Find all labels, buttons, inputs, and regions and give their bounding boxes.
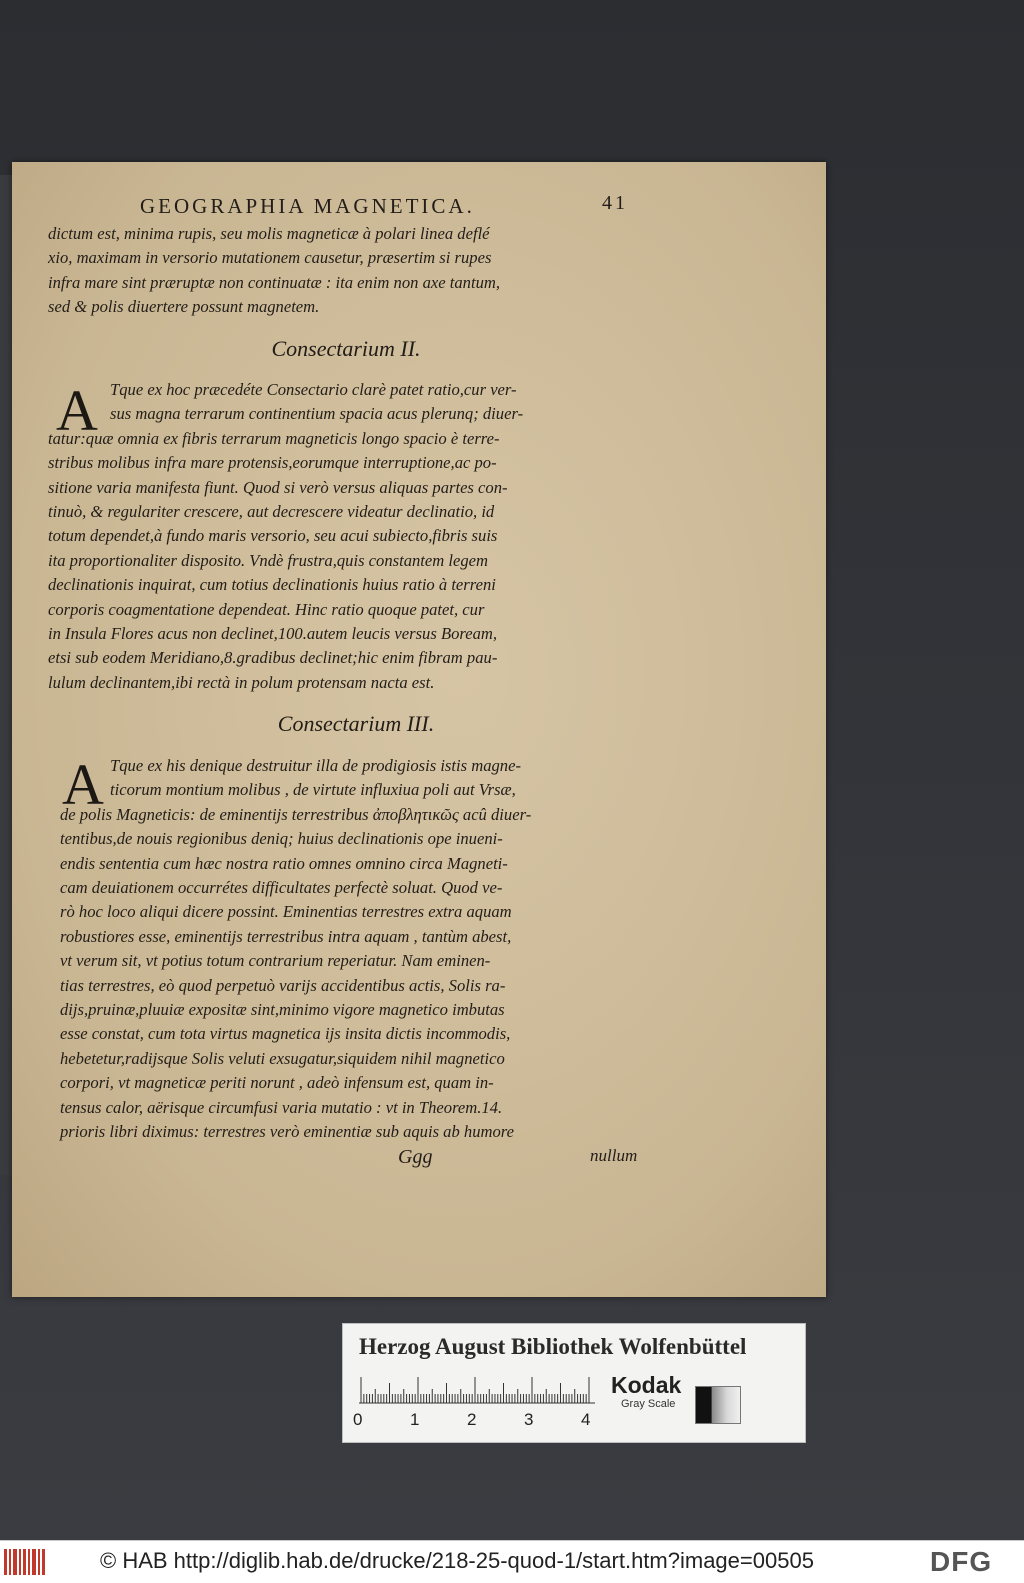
text-line: etsi sub eodem Meridiano,8.gradibus declinet;hic enim fibram pau- [48, 648, 498, 668]
text-line: endis sententia cum hæc nostra ratio omnes omnino circa Magneti- [60, 853, 508, 873]
text-line: sed & polis diuertere possunt magnetem. [48, 297, 320, 317]
text-line: dictum est, minima rupis, seu molis magneticæ à polari linea deflé [48, 224, 490, 243]
text-line: declinationis inquirat, cum totius declinationis huius ratio à terreni [48, 575, 496, 595]
running-head: GEOGRAPHIA MAGNETICA. [140, 194, 475, 218]
ruler-number: 3 [524, 1410, 534, 1429]
text-line: sus magna terrarum continentium spacia acus plerunq; diuer- [110, 404, 524, 424]
section-3-paragraph [60, 754, 660, 1145]
text-line: Tque ex hoc præcedéte Consectario clarè patet ratio,cur ver- [110, 380, 517, 399]
section-heading-3: Consectarium III. [277, 711, 435, 736]
text-line: cam deuiationem occurrétes difficultates perfectè soluat. Quod ve- [60, 878, 503, 898]
library-name: Herzog August Bibliothek Wolfenbüttel [359, 1334, 747, 1359]
gray-scale-swatch [695, 1386, 741, 1424]
signature-mark: Ggg [398, 1146, 433, 1168]
text-line: tatur:quæ omnia ex fibris terrarum magneticis longo spacio è terre- [48, 428, 500, 448]
ruler-numbers [353, 1410, 613, 1432]
text-line: tentibus,de nouis regionibus deniq; huius declinationis ope inueni- [60, 829, 503, 849]
ruler-number: 0 [353, 1410, 363, 1429]
text-line: tias terrestres, eò quod perpetuò varijs accidentibus actis, Solis ra- [60, 975, 506, 995]
text-line: lulum declinantem,ibi rectà in polum protensam nacta est. [48, 672, 435, 692]
text-line: dijs,pruinæ,pluuiæ expositæ sint,minimo vigore magnetico imbutas [60, 1000, 505, 1020]
text-line: corpori, vt magneticæ periti norunt , adeò infensum est, quam in- [60, 1073, 494, 1093]
adjacent-page-edge [0, 175, 12, 1175]
text-line: infra mare sint præruptæ non continuatæ : ita enim non axe tantum, [48, 272, 501, 292]
text-line: corporis coagmentatione dependeat. Hinc ratio quoque patet, cur [48, 599, 485, 619]
text-line: robustiores esse, eminentijs terrestribus intra aquam , tantùm abest, [60, 926, 512, 946]
text-line: stribus molibus infra mare protensis,eorumque interruptione,ac po- [48, 453, 497, 473]
drop-cap-3: A [62, 752, 104, 817]
library-color-card [342, 1323, 806, 1443]
text-line: sitione varia manifesta fiunt. Quod si verò versus aliquas partes con- [48, 477, 508, 497]
text-line: de polis Magneticis: de eminentijs terrestribus ἀποβλητικῶς acû diuer- [60, 804, 532, 824]
ruler-scale-icon [359, 1374, 595, 1404]
ruler-number: 1 [410, 1410, 420, 1429]
page-number: 41 [602, 192, 628, 214]
text-line: vt verum sit, vt potius totum contrarium reperiatur. Nam eminen- [60, 951, 491, 971]
kodak-gray-scale-label: Gray Scale [621, 1398, 676, 1410]
kodak-brand: Kodak [611, 1372, 682, 1398]
text-line: prioris libri diximus: terrestres verò eminentiæ sub aquis ab humore [60, 1122, 515, 1142]
drop-cap-2: A [56, 378, 98, 443]
viewer-footer [0, 1540, 1024, 1583]
opening-paragraph [48, 222, 648, 320]
catchword: nullum [590, 1146, 638, 1165]
text-line: tensus calor, aërisque circumfusi varia mutatio : vt in Theorem.14. [60, 1097, 503, 1117]
text-line: rò hoc loco aliqui dicere possint. Eminentias terrestres extra aquam [60, 902, 512, 922]
text-line: ita proportionaliter disposito. Vndè frustra,quis constantem legem [48, 550, 489, 570]
text-line: Tque ex his denique destruitur illa de prodigiosis istis magne- [110, 756, 521, 775]
dfg-logo: DFG [930, 1546, 993, 1577]
section-heading-2: Consectarium II. [271, 336, 421, 361]
text-line: esse constat, cum tota virtus magnetica ijs insita dictis incommodis, [60, 1024, 511, 1044]
text-line: in Insula Flores acus non declinet,100.autem leucis versus Boream, [48, 624, 498, 644]
text-line: tinuò, & regulariter crescere, aut decrescere videatur declinatio, id [48, 502, 495, 522]
barcode-icon [4, 1549, 48, 1575]
text-line: xio, maximam in versorio mutationem causetur, præsertim si rupes [48, 248, 492, 268]
section-2-paragraph [48, 378, 648, 695]
text-line: hebetetur,radijsque Solis veluti exsugatur,siquidem nihil magnetico [60, 1048, 505, 1068]
source-url-link[interactable]: © HAB http://diglib.hab.de/drucke/218-25-quod-1/start.htm?image=00505 [100, 1548, 814, 1573]
ruler-number: 4 [581, 1410, 591, 1429]
text-line: ticorum montium molibus , de virtute influxiua poli aut Vrsæ, [110, 780, 516, 800]
ruler-number: 2 [467, 1410, 477, 1429]
running-head-row [140, 194, 640, 220]
text-line: totum dependet,à fundo maris versorio, seu acui subiecto,fibris suis [48, 526, 498, 546]
